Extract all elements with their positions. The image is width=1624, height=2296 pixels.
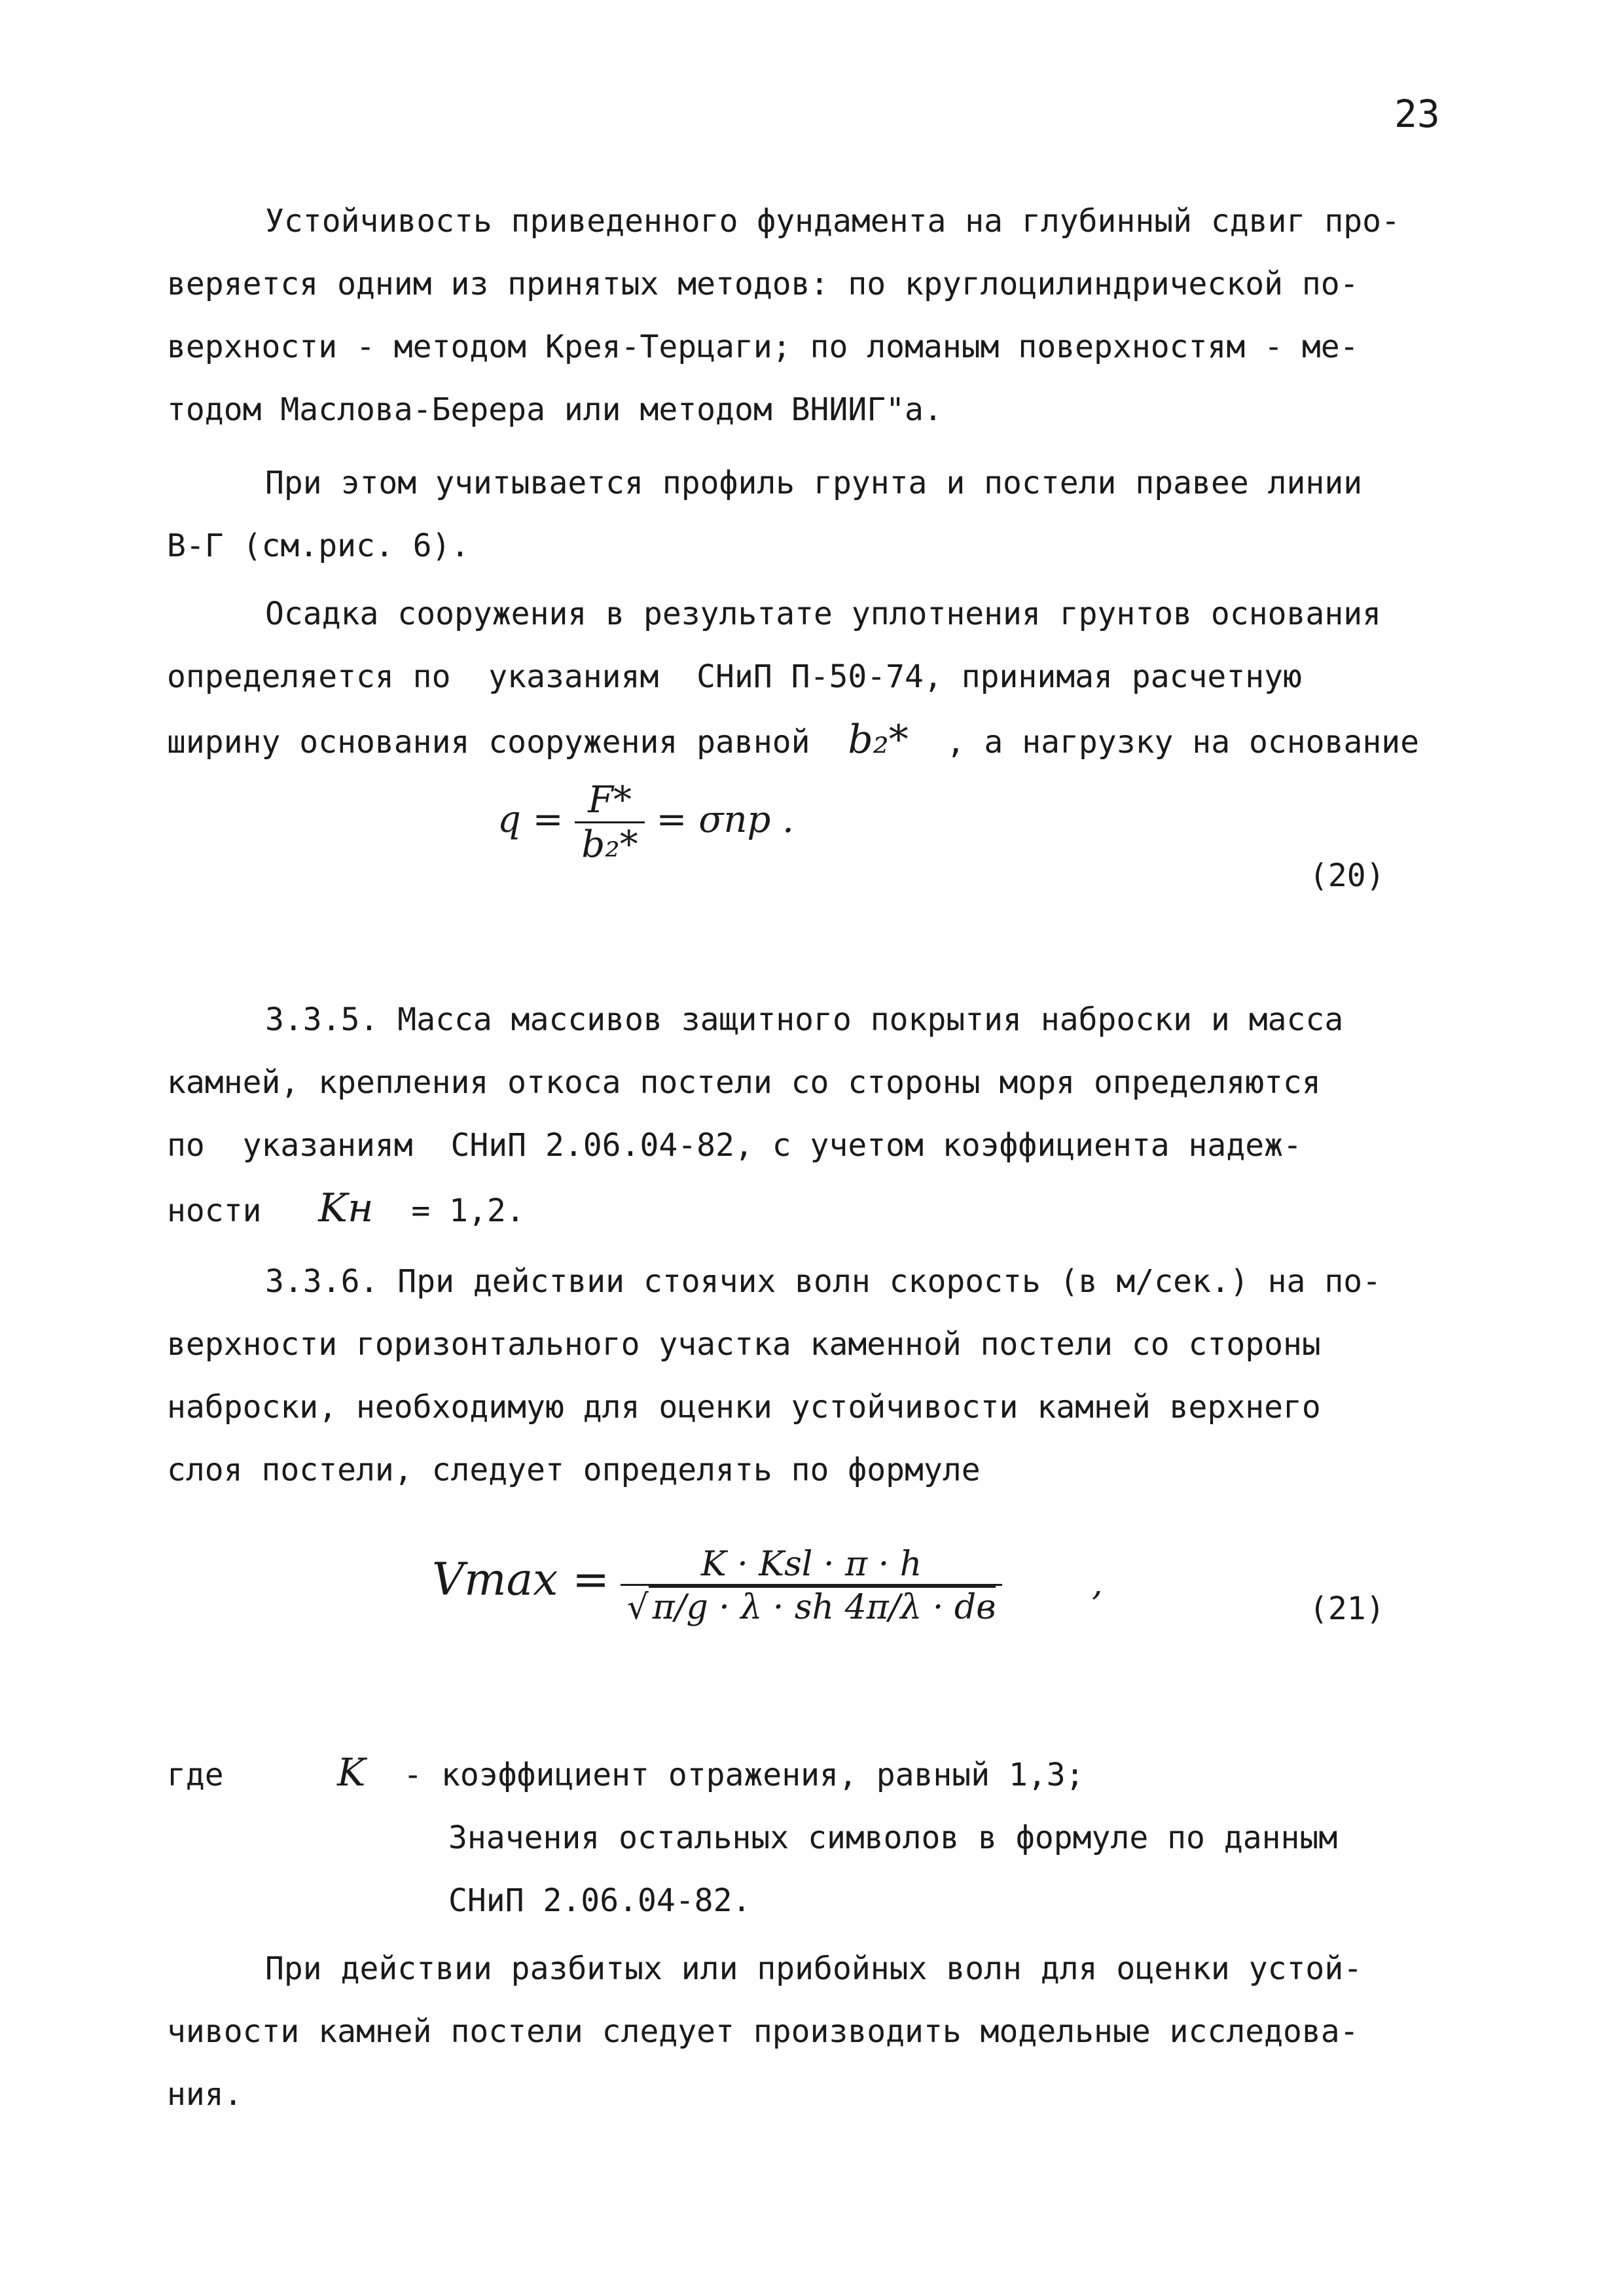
eq21-sqrt bbox=[649, 1586, 996, 1627]
where-label: где bbox=[167, 1757, 224, 1793]
equation-21 bbox=[432, 1545, 1103, 1627]
text-line: наброски, необходимую для оценки устойчивости камней верхнего bbox=[167, 1389, 1321, 1426]
eq21-comma: , bbox=[1092, 1564, 1103, 1604]
paragraph-3-3-5 bbox=[167, 988, 1343, 1242]
text-fragment: , а нагрузку на основание bbox=[946, 724, 1420, 761]
where-definition: - коэффициент отражения, равный 1,3; bbox=[403, 1757, 1085, 1793]
text-line: 3.3.5. Масса массивов защитного покрытия наброски и масса bbox=[265, 1001, 1344, 1038]
text-line: определяется по указаниям СНиП П-50-74, принимая расчетную bbox=[167, 658, 1302, 695]
text-line: Значения остальных символов в формуле по данным bbox=[448, 1820, 1338, 1856]
paragraph-profile bbox=[167, 452, 1362, 577]
eq20-rhs: = σпр . bbox=[656, 798, 794, 841]
eq21-denominator: √ π/g · λ · sh 4π/λ · dв bbox=[621, 1586, 1003, 1627]
text-line: Устойчивость приведенного фундамента на глубинный сдвиг про- bbox=[265, 203, 1400, 240]
text-line: чивости камней постели следует производить модельные исследова- bbox=[167, 2013, 1359, 2050]
text-line: 3.3.6. При действии стоячих волн скорость (в м/сек.) на по- bbox=[265, 1263, 1382, 1300]
where-definitions bbox=[167, 1741, 1337, 1932]
text-line: В-Г (см.рис. 6). bbox=[167, 528, 470, 564]
equation-21-number: (21) bbox=[1309, 1590, 1385, 1627]
eq21-fraction bbox=[621, 1545, 1003, 1627]
symbol-kn: Kн bbox=[318, 1185, 374, 1231]
text-line: верхности горизонтального участка каменной постели со стороны bbox=[167, 1326, 1321, 1363]
text-fragment: ширину основания сооружения равной bbox=[167, 724, 810, 761]
text-line bbox=[167, 708, 1419, 774]
text-line: слоя постели, следует определять по формуле bbox=[167, 1452, 981, 1488]
eq20-fraction bbox=[575, 779, 644, 866]
symbol-k: K bbox=[337, 1750, 366, 1795]
text-line: верхности - методом Крея-Терцаги; по ломаным поверхностям - ме- bbox=[167, 329, 1359, 365]
eq20-lhs: q = bbox=[497, 798, 564, 841]
text-fragment: = 1,2. bbox=[411, 1193, 525, 1229]
page-number: 23 bbox=[1394, 92, 1440, 136]
text-line: камней, крепления откоса постели со стороны моря определяются bbox=[167, 1064, 1321, 1101]
eq21-lhs: Vmax = bbox=[432, 1554, 610, 1606]
paragraph-breaking-waves bbox=[167, 1937, 1362, 2126]
text-line: При этом учитывается профиль грунта и постели правее линии bbox=[265, 465, 1363, 501]
eq20-numerator: F* bbox=[575, 779, 644, 823]
equation-20 bbox=[497, 779, 794, 866]
equation-20-number: (20) bbox=[1309, 857, 1385, 894]
eq21-numerator: K · Ksl · π · h bbox=[621, 1545, 1003, 1586]
eq20-denominator: b₂* bbox=[581, 823, 638, 866]
text-line: СНиП 2.06.04-82. bbox=[448, 1882, 751, 1919]
symbol-b2-star: b₂* bbox=[848, 717, 909, 762]
paragraph-settlement bbox=[167, 583, 1419, 774]
text-line: ния. bbox=[167, 2076, 243, 2113]
text-line: Осадка сооружения в результате уплотнения грунтов основания bbox=[265, 596, 1382, 632]
text-fragment: ности bbox=[167, 1193, 262, 1229]
paragraph-3-3-6 bbox=[167, 1250, 1381, 1501]
paragraph-stability bbox=[167, 190, 1400, 441]
text-line bbox=[167, 1741, 1337, 1806]
eq21-den-sqrt: π/g · λ · sh bbox=[652, 1588, 835, 1627]
eq21-den-arg: 4π/λ · dв bbox=[844, 1588, 996, 1627]
text-line: по указаниям СНиП 2.06.04-82, с учетом коэффициента надеж- bbox=[167, 1127, 1302, 1164]
text-line bbox=[167, 1177, 1343, 1242]
text-line: веряется одним из принятых методов: по круглоцилиндрической по- bbox=[167, 266, 1359, 302]
text-line: тодом Маслова-Берера или методом ВНИИГ"а. bbox=[167, 391, 943, 428]
text-line: При действии разбитых или прибойных волн для оценки устой- bbox=[265, 1950, 1363, 1987]
